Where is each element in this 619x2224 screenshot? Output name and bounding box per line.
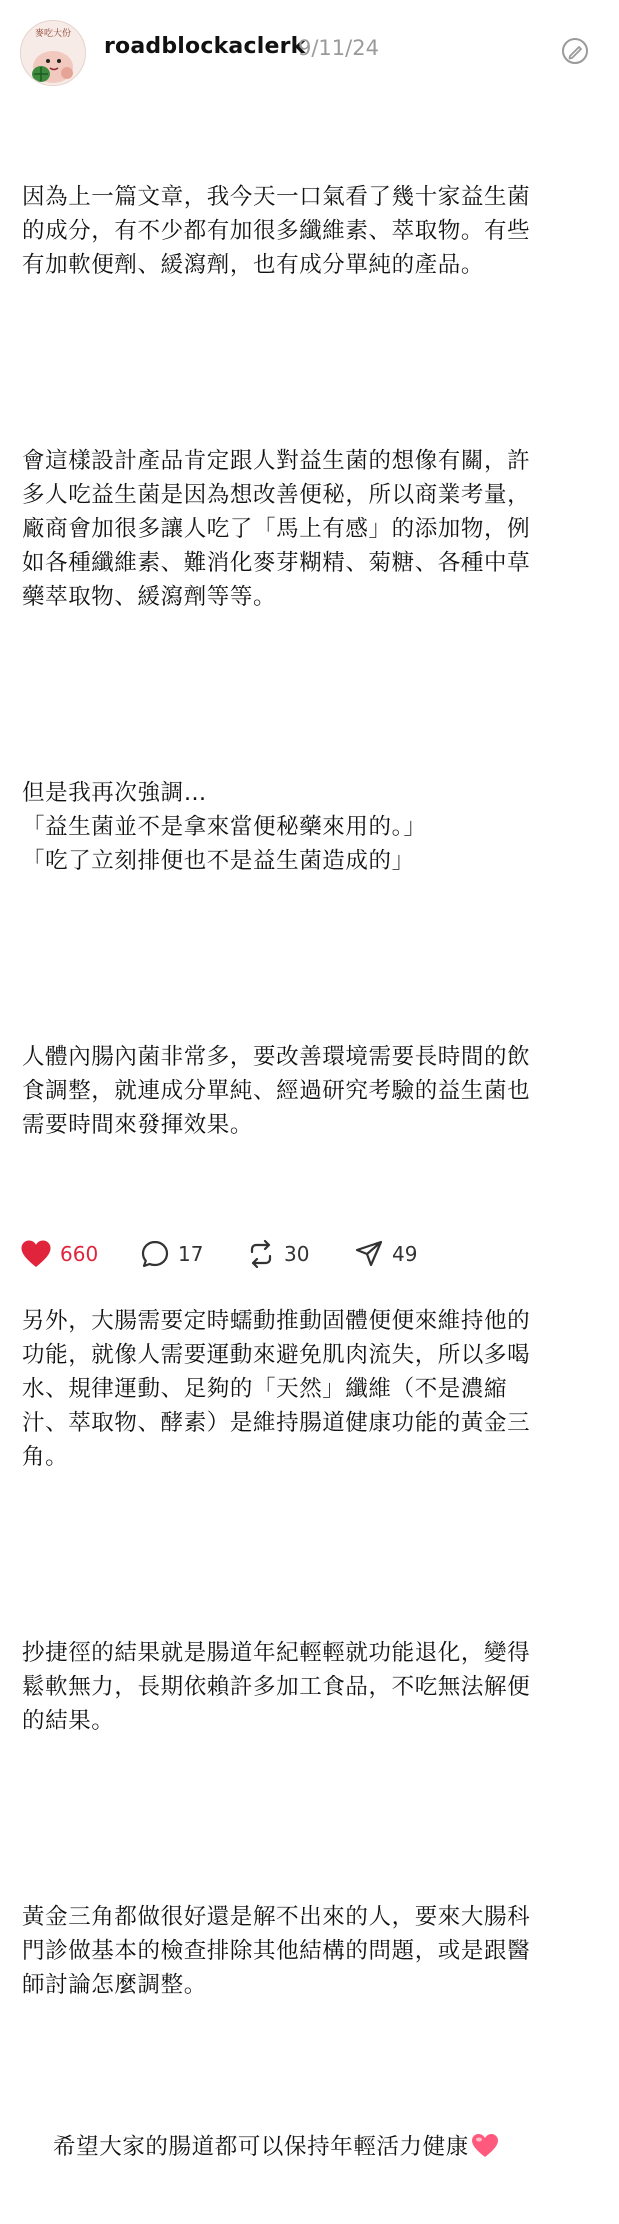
- text-line: 希望大家的腸道都可以保持年輕活力健康: [53, 2134, 469, 2160]
- text-line: 汁、萃取物、酵素）是維持腸道健康功能的黃金三: [22, 1410, 531, 1436]
- edit-icon[interactable]: [560, 36, 590, 66]
- text-line: 但是我再次強調…: [22, 780, 207, 806]
- post-paragraph: [22, 376, 594, 682]
- text-line: 抄捷徑的結果就是腸道年紀輕輕就功能退化，變得: [22, 1640, 531, 1666]
- text-line: 多人吃益生菌是因為想改善便秘，所以商業考量，: [22, 482, 531, 508]
- text-line: 食調整，就連成分單純、經過研究考驗的益生菌也: [22, 1078, 531, 1104]
- send-icon: [354, 1239, 384, 1269]
- text-line: 廠商會加很多讓人吃了「馬上有感」的添加物，例: [22, 516, 531, 542]
- author-name[interactable]: roadblockaclerk: [104, 34, 306, 59]
- text-line: 人體內腸內菌非常多，要改善環境需要長時間的飲: [22, 1044, 531, 1070]
- repost-button[interactable]: [246, 1234, 309, 1274]
- text-line: 功能，就像人需要運動來避免肌肉流失，所以多喝: [22, 1342, 531, 1368]
- text-line: 黃金三角都做很好還是解不出來的人，要來大腸科: [22, 1904, 531, 1930]
- text-line: 水、規律運動、足夠的「天然」纖維（不是濃縮: [22, 1376, 508, 1402]
- author-avatar[interactable]: [20, 20, 86, 86]
- text-line: 藥萃取物、緩瀉劑等等。: [22, 584, 277, 610]
- text-line: 會這樣設計產品肯定跟人對益生菌的想像有關，許: [22, 448, 531, 474]
- post-paragraph: [22, 708, 594, 946]
- post-header: [0, 0, 619, 100]
- post-paragraph: [22, 2096, 594, 2198]
- text-line: 「益生菌並不是拿來當便秘藥來用的。」: [22, 814, 427, 840]
- text-line: 師討論怎麼調整。: [22, 1972, 207, 1998]
- action-bar: [20, 1234, 600, 1274]
- text-line: 如各種纖維素、難消化麥芽糊精、菊糖、各種中草: [22, 550, 531, 576]
- heart-icon: [20, 1239, 52, 1269]
- comment-count: 17: [178, 1242, 204, 1266]
- text-line: 門診做基本的檢查排除其他結構的問題，或是跟醫: [22, 1938, 531, 1964]
- post-paragraph: [22, 1568, 594, 1806]
- text-line: 的結果。: [22, 1708, 115, 1734]
- share-button[interactable]: [354, 1234, 417, 1274]
- text-line: 角。: [22, 1444, 69, 1470]
- post-paragraph: [22, 112, 594, 350]
- comment-button[interactable]: [140, 1234, 203, 1274]
- text-line: 有加軟便劑、緩瀉劑，也有成分單純的產品。: [22, 252, 485, 278]
- post-paragraph: [22, 972, 594, 1210]
- text-line: 因為上一篇文章，我今天一口氣看了幾十家益生菌: [22, 184, 531, 210]
- post-timestamp: 9/11/24: [298, 36, 379, 60]
- like-count: 660: [60, 1242, 99, 1266]
- avatar-text: 麥吃大份: [34, 29, 72, 39]
- text-line: 需要時間來發揮效果。: [22, 1112, 254, 1138]
- text-line: 鬆軟無力，長期依賴許多加工食品，不吃無法解便: [22, 1674, 531, 1700]
- text-line: 另外，大腸需要定時蠕動推動固體便便來維持他的: [22, 1308, 531, 1334]
- post-paragraph: [22, 1236, 594, 1542]
- post-body: [22, 112, 594, 2224]
- comment-icon: [140, 1239, 170, 1269]
- like-button[interactable]: [20, 1234, 98, 1274]
- text-line: 的成分，有不少都有加很多纖維素、萃取物。有些: [22, 218, 531, 244]
- share-count: 49: [392, 1242, 418, 1266]
- pink-heart-icon: [471, 2133, 499, 2159]
- repost-count: 30: [284, 1242, 310, 1266]
- post-paragraph: [22, 1832, 594, 2070]
- text-line: 「吃了立刻排便也不是益生菌造成的」: [22, 848, 415, 874]
- repost-icon: [246, 1239, 276, 1269]
